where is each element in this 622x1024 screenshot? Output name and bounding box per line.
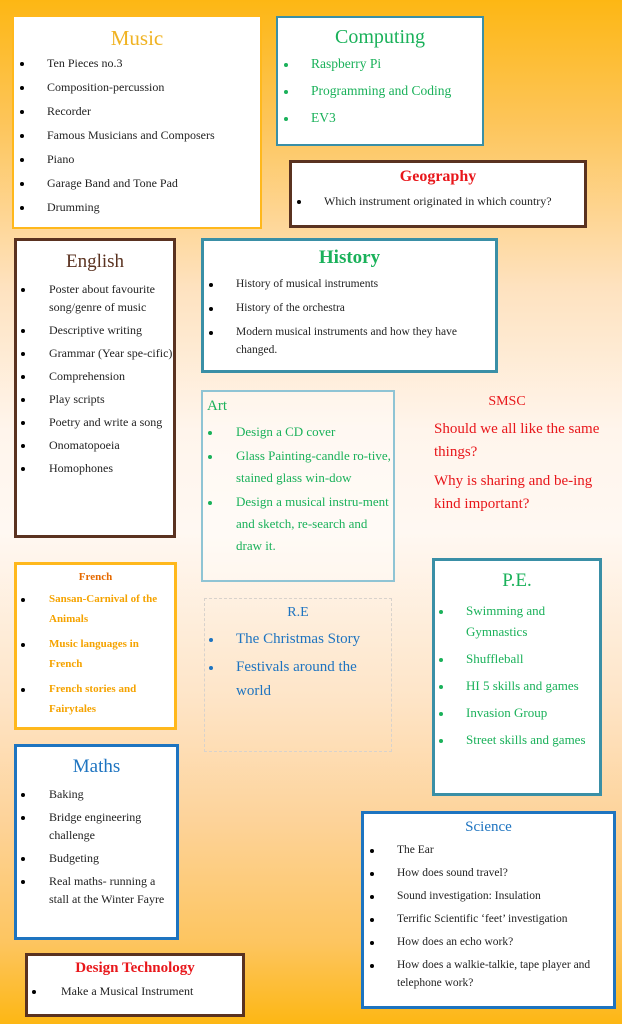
history-title: History — [318, 247, 381, 268]
list-item: History of the orchestra — [204, 299, 495, 317]
list-item: The Christmas Story — [205, 627, 391, 651]
bullet-icon — [20, 62, 24, 66]
french-box — [14, 562, 177, 730]
bullet-icon — [21, 375, 25, 379]
list-item: Composition-percussion — [14, 79, 260, 95]
bullet-icon — [208, 501, 212, 505]
re-box — [204, 598, 392, 752]
bullet-icon — [370, 895, 374, 899]
bullet-icon — [209, 307, 213, 311]
pe-list — [435, 600, 599, 750]
smsc-question: Why is sharing and be-ing kind important? — [434, 473, 593, 512]
bullet-icon — [439, 712, 443, 716]
list-item: Invasion Group — [435, 702, 599, 723]
bullet-icon — [20, 134, 24, 138]
bullet-icon — [20, 158, 24, 162]
computing-list — [278, 55, 482, 127]
bullet-icon — [284, 63, 288, 67]
science-title: Science — [465, 819, 512, 835]
bullet-icon — [370, 918, 374, 922]
french-list — [17, 589, 174, 719]
list-item: Baking — [17, 785, 176, 803]
list-item: Drumming — [14, 199, 260, 215]
re-list — [205, 627, 391, 703]
list-item: Swimming and Gymnastics — [435, 600, 599, 642]
maths-box — [14, 744, 179, 940]
re-title: R.E — [287, 605, 309, 620]
list-item: Music languages in French — [17, 634, 174, 674]
list-item: Garage Band and Tone Pad — [14, 175, 260, 191]
bullet-icon — [439, 739, 443, 743]
list-item: Glass Painting-candle ro-tive, stained glass win-dow — [203, 445, 393, 489]
list-item: Shuffleball — [435, 648, 599, 669]
bullet-icon — [21, 688, 25, 692]
bullet-icon — [21, 793, 25, 797]
history-list — [204, 275, 495, 359]
bullet-icon — [20, 110, 24, 114]
list-item: Terrific Scientific ‘feet’ investigation — [364, 910, 613, 928]
list-item: Famous Musicians and Composers — [14, 127, 260, 143]
english-title: English — [65, 251, 125, 272]
list-item: Programming and Coding — [278, 82, 482, 100]
bullet-icon — [284, 117, 288, 121]
list-item: Onomatopoeia — [17, 436, 173, 454]
smsc-question: Should we all like the same things? — [434, 421, 600, 460]
bullet-icon — [21, 288, 25, 292]
bullet-icon — [21, 329, 25, 333]
english-list — [17, 280, 173, 477]
list-item: Real maths- running a stall at the Winter Fayre — [17, 872, 176, 908]
list-item: EV3 — [278, 109, 482, 127]
list-item: Piano — [14, 151, 260, 167]
list-item: Festivals around the world — [205, 655, 391, 703]
pe-box — [432, 558, 602, 796]
bullet-icon — [370, 849, 374, 853]
computing-box — [276, 16, 484, 146]
maths-list — [17, 785, 176, 908]
list-item: How does sound travel? — [364, 864, 613, 882]
bullet-icon — [21, 857, 25, 861]
pe-title: P.E. — [502, 570, 532, 591]
english-box — [14, 238, 176, 538]
geography-title: Geography — [399, 168, 477, 185]
list-item: How does a walkie-talkie, tape player and telephone work? — [364, 956, 613, 992]
list-item: Modern musical instruments and how they have changed. — [204, 323, 495, 359]
french-title: French — [78, 571, 113, 583]
bullet-icon — [21, 467, 25, 471]
list-item: Design a CD cover — [203, 421, 393, 443]
bullet-icon — [208, 431, 212, 435]
list-item: How does an echo work? — [364, 933, 613, 951]
bullet-icon — [439, 610, 443, 614]
bullet-icon — [439, 685, 443, 689]
list-item: Poster about favourite song/genre of music — [17, 280, 173, 316]
list-item: Ten Pieces no.3 — [14, 55, 260, 71]
geography-box — [289, 160, 587, 228]
bullet-icon — [21, 643, 25, 647]
history-box — [201, 238, 498, 373]
music-box — [12, 15, 262, 229]
list-item: Raspberry Pi — [278, 55, 482, 73]
bullet-icon — [297, 200, 301, 204]
list-item: Recorder — [14, 103, 260, 119]
list-item: Descriptive writing — [17, 321, 173, 339]
bullet-icon — [209, 666, 213, 670]
bullet-icon — [439, 658, 443, 662]
science-box — [361, 811, 616, 1009]
list-item: HI 5 skills and games — [435, 675, 599, 696]
geography-list — [292, 193, 584, 209]
bullet-icon — [20, 86, 24, 90]
list-item: Homophones — [17, 459, 173, 477]
list-item: Bridge engineering challenge — [17, 808, 176, 844]
list-item: Street skills and games — [435, 729, 599, 750]
bullet-icon — [21, 880, 25, 884]
maths-title: Maths — [72, 756, 121, 777]
bullet-icon — [21, 398, 25, 402]
design-technology-list — [28, 983, 242, 999]
list-item: Grammar (Year spe-cific) — [17, 344, 173, 362]
music-title: Music — [110, 26, 164, 50]
smsc-box — [428, 394, 618, 534]
bullet-icon — [209, 638, 213, 642]
list-item: Comprehension — [17, 367, 173, 385]
list-item: French stories and Fairytales — [17, 679, 174, 719]
bullet-icon — [370, 964, 374, 968]
bullet-icon — [370, 941, 374, 945]
bullet-icon — [21, 421, 25, 425]
list-item: Sound investigation: Insulation — [364, 887, 613, 905]
list-item: History of musical instruments — [204, 275, 495, 293]
bullet-icon — [20, 206, 24, 210]
list-item: Sansan-Carnival of the Animals — [17, 589, 174, 629]
list-item: Design a musical instru-ment and sketch, re-search and draw it. — [203, 491, 393, 557]
bullet-icon — [20, 182, 24, 186]
music-list — [14, 55, 260, 215]
science-list — [364, 841, 613, 992]
bullet-icon — [209, 283, 213, 287]
bullet-icon — [209, 331, 213, 335]
list-item: Which instrument originated in which country? — [292, 193, 584, 209]
computing-title: Computing — [334, 26, 425, 48]
bullet-icon — [32, 990, 36, 994]
list-item: Play scripts — [17, 390, 173, 408]
art-list — [203, 421, 393, 557]
bullet-icon — [284, 90, 288, 94]
list-item: Make a Musical Instrument — [28, 983, 242, 999]
list-item: The Ear — [364, 841, 613, 859]
art-box — [201, 390, 395, 582]
list-item: Poetry and write a song — [17, 413, 173, 431]
bullet-icon — [21, 444, 25, 448]
list-item: Budgeting — [17, 849, 176, 867]
bullet-icon — [21, 352, 25, 356]
design-technology-title: Design Technology — [75, 960, 195, 976]
art-title: Art — [207, 398, 227, 414]
bullet-icon — [370, 872, 374, 876]
bullet-icon — [21, 816, 25, 820]
bullet-icon — [208, 455, 212, 459]
bullet-icon — [21, 598, 25, 602]
smsc-title: SMSC — [488, 394, 526, 409]
design-technology-box — [25, 953, 245, 1017]
